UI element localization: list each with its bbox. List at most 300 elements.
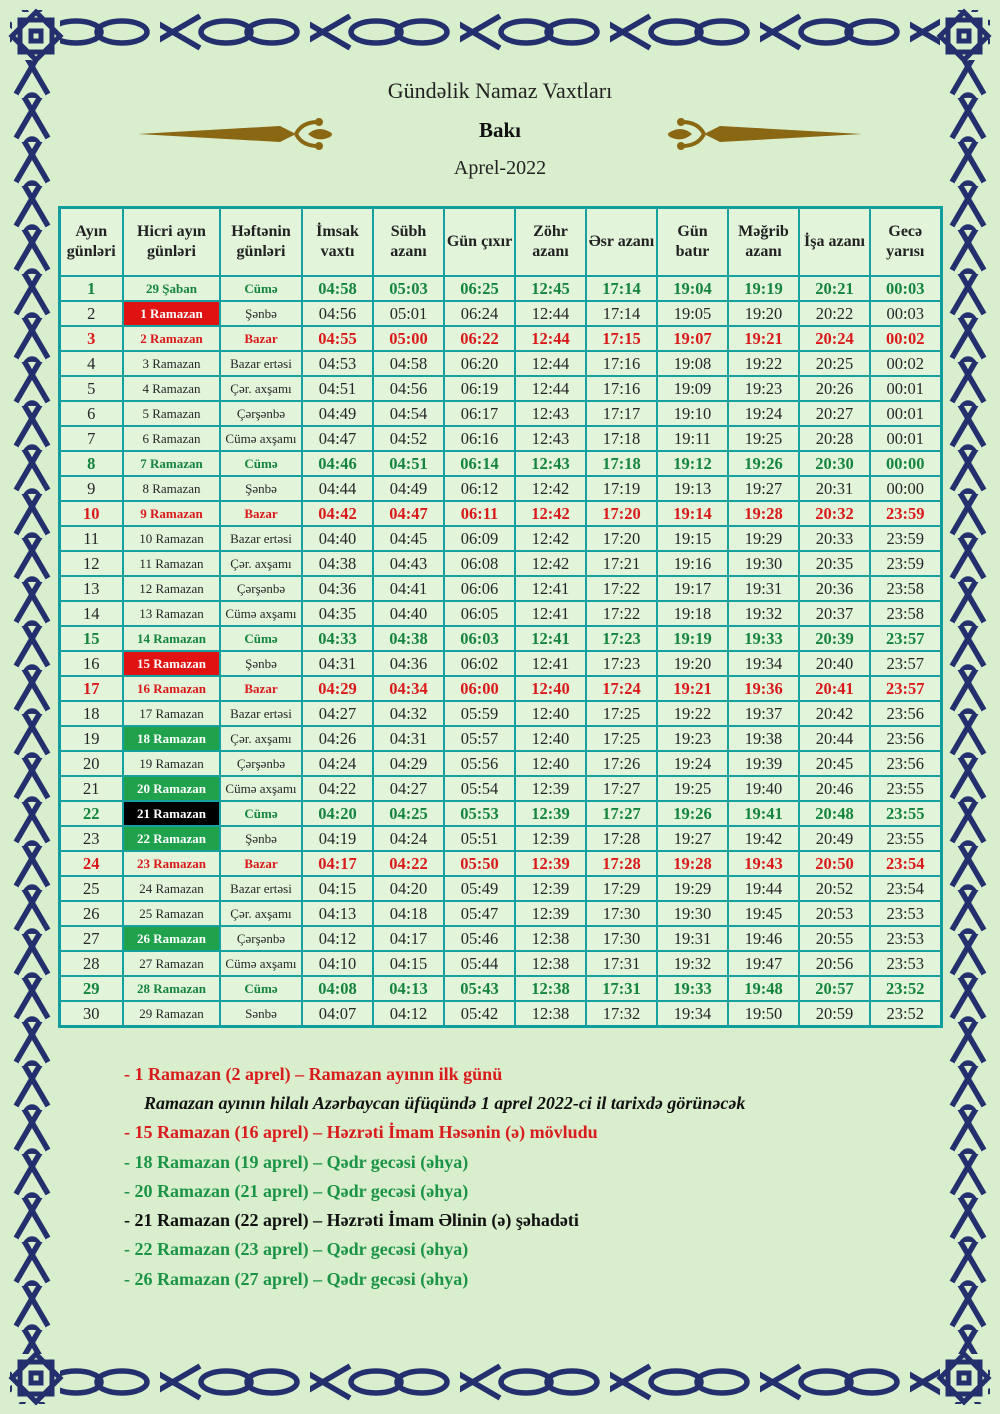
column-header: Gün batır <box>657 208 728 277</box>
time-cell: 17:23 <box>586 651 657 676</box>
time-cell: 12:42 <box>515 526 586 551</box>
note-line: - 21 Ramazan (22 aprel) – Həzrəti İmam Əlinin (ə) şəhadəti <box>124 1210 579 1231</box>
time-cell: 06:16 <box>444 426 515 451</box>
weekday-cell: Şənbə <box>220 476 302 501</box>
table-row <box>59 676 941 701</box>
column-header: Hicri ayın günləri <box>123 208 220 277</box>
time-cell: 19:50 <box>728 1001 799 1027</box>
time-cell: 06:17 <box>444 401 515 426</box>
time-cell: 04:34 <box>373 676 444 701</box>
time-cell: 04:15 <box>373 951 444 976</box>
time-cell: 17:20 <box>586 501 657 526</box>
time-cell: 04:53 <box>302 351 373 376</box>
city-row <box>0 118 1000 143</box>
time-cell: 06:12 <box>444 476 515 501</box>
time-cell: 04:08 <box>302 976 373 1001</box>
time-cell: 20:36 <box>799 576 870 601</box>
note-line: - 15 Ramazan (16 aprel) – Həzrəti İmam Həsənin (ə) mövludu <box>124 1122 598 1143</box>
time-cell: 19:31 <box>657 926 728 951</box>
note-line: - 22 Ramazan (23 aprel) – Qədr gecəsi (əhya) <box>124 1239 469 1260</box>
hijri-cell: 16 Ramazan <box>123 676 220 701</box>
time-cell: 19:22 <box>657 701 728 726</box>
weekday-cell: Şənbə <box>220 651 302 676</box>
day-cell: 4 <box>59 351 123 376</box>
hijri-cell: 22 Ramazan <box>123 826 220 851</box>
weekday-cell: Bazar <box>220 851 302 876</box>
time-cell: 04:49 <box>373 476 444 501</box>
time-cell: 17:24 <box>586 676 657 701</box>
time-cell: 19:26 <box>657 801 728 826</box>
day-cell: 18 <box>59 701 123 726</box>
day-cell: 28 <box>59 951 123 976</box>
time-cell: 04:31 <box>373 726 444 751</box>
day-cell: 10 <box>59 501 123 526</box>
time-cell: 20:37 <box>799 601 870 626</box>
time-cell: 04:17 <box>302 851 373 876</box>
time-cell: 17:18 <box>586 451 657 476</box>
time-cell: 20:45 <box>799 751 870 776</box>
time-cell: 23:55 <box>870 801 941 826</box>
weekday-cell: Cümə <box>220 451 302 476</box>
time-cell: 19:42 <box>728 826 799 851</box>
time-cell: 04:35 <box>302 601 373 626</box>
day-cell: 14 <box>59 601 123 626</box>
time-cell: 17:20 <box>586 526 657 551</box>
column-header: Ayın günləri <box>59 208 123 277</box>
weekday-cell: Çərşənbə <box>220 576 302 601</box>
weekday-cell: Çər. axşamı <box>220 551 302 576</box>
table-row <box>59 301 941 326</box>
time-cell: 17:30 <box>586 926 657 951</box>
weekday-cell: Şənbə <box>220 826 302 851</box>
time-cell: 12:40 <box>515 726 586 751</box>
time-cell: 19:12 <box>657 451 728 476</box>
weekday-cell: Bazar <box>220 501 302 526</box>
table-row <box>59 976 941 1001</box>
weekday-cell: Cümə axşamı <box>220 426 302 451</box>
time-cell: 19:13 <box>657 476 728 501</box>
time-cell: 20:22 <box>799 301 870 326</box>
hijri-cell: 26 Ramazan <box>123 926 220 951</box>
time-cell: 06:11 <box>444 501 515 526</box>
time-cell: 05:00 <box>373 326 444 351</box>
month-title: Aprel-2022 <box>453 157 547 179</box>
time-cell: 04:32 <box>373 701 444 726</box>
time-cell: 20:35 <box>799 551 870 576</box>
time-cell: 05:59 <box>444 701 515 726</box>
time-cell: 23:57 <box>870 676 941 701</box>
time-cell: 04:15 <box>302 876 373 901</box>
hijri-cell: 6 Ramazan <box>123 426 220 451</box>
table-row <box>59 626 941 651</box>
time-cell: 04:20 <box>302 801 373 826</box>
table-row <box>59 326 941 351</box>
table-row <box>59 876 941 901</box>
table-row <box>59 476 941 501</box>
time-cell: 17:21 <box>586 551 657 576</box>
weekday-cell: Çər. axşamı <box>220 726 302 751</box>
time-cell: 20:46 <box>799 776 870 801</box>
time-cell: 12:39 <box>515 801 586 826</box>
arrow-ornament-left-icon <box>138 114 338 154</box>
time-cell: 20:50 <box>799 851 870 876</box>
column-header: Gecə yarısı <box>870 208 941 277</box>
time-cell: 12:41 <box>515 576 586 601</box>
time-cell: 20:26 <box>799 376 870 401</box>
time-cell: 19:26 <box>728 451 799 476</box>
time-cell: 12:41 <box>515 626 586 651</box>
time-cell: 12:38 <box>515 951 586 976</box>
time-cell: 19:31 <box>728 576 799 601</box>
time-cell: 19:11 <box>657 426 728 451</box>
time-cell: 17:18 <box>586 426 657 451</box>
hijri-cell: 11 Ramazan <box>123 551 220 576</box>
weekday-cell: Cümə <box>220 976 302 1001</box>
time-cell: 19:29 <box>728 526 799 551</box>
time-cell: 20:30 <box>799 451 870 476</box>
day-cell: 12 <box>59 551 123 576</box>
table-row <box>59 901 941 926</box>
weekday-cell: Şənbə <box>220 301 302 326</box>
time-cell: 17:17 <box>586 401 657 426</box>
time-cell: 12:39 <box>515 851 586 876</box>
time-cell: 00:02 <box>870 326 941 351</box>
weekday-cell: Bazar ertəsi <box>220 876 302 901</box>
hijri-cell: 9 Ramazan <box>123 501 220 526</box>
hijri-cell: 14 Ramazan <box>123 626 220 651</box>
day-cell: 17 <box>59 676 123 701</box>
time-cell: 05:47 <box>444 901 515 926</box>
weekday-cell: Bazar ertəsi <box>220 701 302 726</box>
table-row <box>59 826 941 851</box>
time-cell: 20:39 <box>799 626 870 651</box>
hijri-cell: 24 Ramazan <box>123 876 220 901</box>
time-cell: 04:18 <box>373 901 444 926</box>
table-row <box>59 851 941 876</box>
time-cell: 20:52 <box>799 876 870 901</box>
time-cell: 12:42 <box>515 551 586 576</box>
city-title: Bakı <box>478 118 522 142</box>
weekday-cell: Cümə <box>220 626 302 651</box>
time-cell: 23:58 <box>870 576 941 601</box>
time-cell: 04:07 <box>302 1001 373 1027</box>
time-cell: 19:28 <box>728 501 799 526</box>
table-row <box>59 376 941 401</box>
table-row <box>59 576 941 601</box>
time-cell: 04:42 <box>302 501 373 526</box>
time-cell: 04:54 <box>373 401 444 426</box>
time-cell: 19:14 <box>657 501 728 526</box>
time-cell: 19:27 <box>657 826 728 851</box>
column-header: İşa azanı <box>799 208 870 277</box>
time-cell: 19:34 <box>728 651 799 676</box>
table-header-row <box>59 208 941 277</box>
time-cell: 04:22 <box>373 851 444 876</box>
weekday-cell: Sənbə <box>220 1001 302 1027</box>
time-cell: 17:27 <box>586 801 657 826</box>
time-cell: 05:42 <box>444 1001 515 1027</box>
time-cell: 19:30 <box>728 551 799 576</box>
time-cell: 04:38 <box>302 551 373 576</box>
day-cell: 27 <box>59 926 123 951</box>
time-cell: 20:28 <box>799 426 870 451</box>
table-row <box>59 801 941 826</box>
hijri-cell: 19 Ramazan <box>123 751 220 776</box>
time-cell: 04:13 <box>302 901 373 926</box>
time-cell: 19:28 <box>657 851 728 876</box>
time-cell: 23:57 <box>870 626 941 651</box>
time-cell: 23:52 <box>870 976 941 1001</box>
hijri-cell: 12 Ramazan <box>123 576 220 601</box>
note-line: Ramazan ayının hilalı Azərbaycan üfüqündə 1 aprel 2022-ci il tarixdə görünəcək <box>144 1093 746 1114</box>
time-cell: 19:18 <box>657 601 728 626</box>
time-cell: 19:07 <box>657 326 728 351</box>
time-cell: 17:19 <box>586 476 657 501</box>
weekday-cell: Bazar ertəsi <box>220 526 302 551</box>
table-body <box>59 276 941 1027</box>
table-row <box>59 651 941 676</box>
time-cell: 23:56 <box>870 701 941 726</box>
time-cell: 04:20 <box>373 876 444 901</box>
time-cell: 19:30 <box>657 901 728 926</box>
time-cell: 20:48 <box>799 801 870 826</box>
time-cell: 20:42 <box>799 701 870 726</box>
weekday-cell: Bazar ertəsi <box>220 351 302 376</box>
column-header: Əsr azanı <box>586 208 657 277</box>
time-cell: 12:40 <box>515 751 586 776</box>
time-cell: 06:09 <box>444 526 515 551</box>
time-cell: 04:49 <box>302 401 373 426</box>
time-cell: 06:20 <box>444 351 515 376</box>
time-cell: 23:56 <box>870 726 941 751</box>
time-cell: 05:43 <box>444 976 515 1001</box>
table-row <box>59 726 941 751</box>
time-cell: 17:28 <box>586 826 657 851</box>
time-cell: 19:27 <box>728 476 799 501</box>
hijri-cell: 2 Ramazan <box>123 326 220 351</box>
day-cell: 23 <box>59 826 123 851</box>
weekday-cell: Bazar <box>220 676 302 701</box>
day-cell: 3 <box>59 326 123 351</box>
time-cell: 04:31 <box>302 651 373 676</box>
time-cell: 19:33 <box>728 626 799 651</box>
time-cell: 17:23 <box>586 626 657 651</box>
time-cell: 19:19 <box>728 276 799 301</box>
day-cell: 30 <box>59 1001 123 1027</box>
time-cell: 20:40 <box>799 651 870 676</box>
table-row <box>59 351 941 376</box>
time-cell: 12:40 <box>515 676 586 701</box>
time-cell: 19:22 <box>728 351 799 376</box>
time-cell: 20:56 <box>799 951 870 976</box>
table-row <box>59 951 941 976</box>
time-cell: 23:55 <box>870 776 941 801</box>
time-cell: 23:59 <box>870 551 941 576</box>
time-cell: 12:44 <box>515 376 586 401</box>
time-cell: 19:34 <box>657 1001 728 1027</box>
day-cell: 1 <box>59 276 123 301</box>
time-cell: 05:51 <box>444 826 515 851</box>
hijri-cell: 18 Ramazan <box>123 726 220 751</box>
time-cell: 19:29 <box>657 876 728 901</box>
time-cell: 12:39 <box>515 901 586 926</box>
time-cell: 23:58 <box>870 601 941 626</box>
time-cell: 19:41 <box>728 801 799 826</box>
time-cell: 19:39 <box>728 751 799 776</box>
time-cell: 17:31 <box>586 951 657 976</box>
time-cell: 23:53 <box>870 951 941 976</box>
time-cell: 04:10 <box>302 951 373 976</box>
column-header: Gün çıxır <box>444 208 515 277</box>
weekday-cell: Cümə <box>220 801 302 826</box>
time-cell: 04:44 <box>302 476 373 501</box>
time-cell: 17:16 <box>586 351 657 376</box>
time-cell: 19:23 <box>728 376 799 401</box>
time-cell: 19:21 <box>657 676 728 701</box>
column-header: Zöhr azanı <box>515 208 586 277</box>
time-cell: 17:15 <box>586 326 657 351</box>
time-cell: 06:08 <box>444 551 515 576</box>
day-cell: 5 <box>59 376 123 401</box>
time-cell: 12:44 <box>515 326 586 351</box>
time-cell: 00:01 <box>870 401 941 426</box>
hijri-cell: 4 Ramazan <box>123 376 220 401</box>
day-cell: 22 <box>59 801 123 826</box>
time-cell: 23:53 <box>870 926 941 951</box>
time-cell: 19:15 <box>657 526 728 551</box>
day-cell: 20 <box>59 751 123 776</box>
table-row <box>59 451 941 476</box>
time-cell: 06:02 <box>444 651 515 676</box>
weekday-cell: Cümə <box>220 276 302 301</box>
time-cell: 05:44 <box>444 951 515 976</box>
time-cell: 12:41 <box>515 651 586 676</box>
time-cell: 12:40 <box>515 701 586 726</box>
time-cell: 19:44 <box>728 876 799 901</box>
table-row <box>59 501 941 526</box>
time-cell: 19:19 <box>657 626 728 651</box>
time-cell: 04:24 <box>373 826 444 851</box>
time-cell: 20:21 <box>799 276 870 301</box>
day-cell: 11 <box>59 526 123 551</box>
hijri-cell: 23 Ramazan <box>123 851 220 876</box>
time-cell: 12:42 <box>515 501 586 526</box>
table-row <box>59 426 941 451</box>
time-cell: 06:25 <box>444 276 515 301</box>
time-cell: 04:55 <box>302 326 373 351</box>
time-cell: 19:45 <box>728 901 799 926</box>
time-cell: 23:52 <box>870 1001 941 1027</box>
time-cell: 05:57 <box>444 726 515 751</box>
weekday-cell: Çər. axşamı <box>220 376 302 401</box>
hijri-cell: 3 Ramazan <box>123 351 220 376</box>
page-title: Gündəlik Namaz Vaxtları <box>387 78 613 103</box>
time-cell: 20:32 <box>799 501 870 526</box>
time-cell: 17:22 <box>586 601 657 626</box>
table-row <box>59 926 941 951</box>
time-cell: 05:54 <box>444 776 515 801</box>
day-cell: 9 <box>59 476 123 501</box>
time-cell: 19:33 <box>657 976 728 1001</box>
time-cell: 04:29 <box>302 676 373 701</box>
time-cell: 04:26 <box>302 726 373 751</box>
weekday-cell: Bazar <box>220 326 302 351</box>
time-cell: 19:25 <box>728 426 799 451</box>
time-cell: 00:03 <box>870 301 941 326</box>
time-cell: 20:33 <box>799 526 870 551</box>
time-cell: 04:33 <box>302 626 373 651</box>
time-cell: 23:59 <box>870 526 941 551</box>
time-cell: 19:20 <box>657 651 728 676</box>
weekday-cell: Çərşənbə <box>220 401 302 426</box>
hijri-cell: 7 Ramazan <box>123 451 220 476</box>
time-cell: 12:38 <box>515 926 586 951</box>
time-cell: 17:16 <box>586 376 657 401</box>
time-cell: 19:25 <box>657 776 728 801</box>
day-cell: 24 <box>59 851 123 876</box>
time-cell: 06:19 <box>444 376 515 401</box>
time-cell: 05:01 <box>373 301 444 326</box>
hijri-cell: 25 Ramazan <box>123 901 220 926</box>
day-cell: 26 <box>59 901 123 926</box>
time-cell: 12:39 <box>515 826 586 851</box>
time-cell: 04:27 <box>302 701 373 726</box>
time-cell: 05:50 <box>444 851 515 876</box>
note-line: - 20 Ramazan (21 aprel) – Qədr gecəsi (əhya) <box>124 1180 469 1201</box>
time-cell: 04:52 <box>373 426 444 451</box>
time-cell: 17:29 <box>586 876 657 901</box>
time-cell: 19:21 <box>728 326 799 351</box>
time-cell: 17:31 <box>586 976 657 1001</box>
time-cell: 19:24 <box>657 751 728 776</box>
time-cell: 19:47 <box>728 951 799 976</box>
note-line: - 26 Ramazan (27 aprel) – Qədr gecəsi (əhya) <box>124 1268 469 1289</box>
time-cell: 19:40 <box>728 776 799 801</box>
hijri-cell: 15 Ramazan <box>123 651 220 676</box>
time-cell: 12:43 <box>515 426 586 451</box>
time-cell: 23:54 <box>870 851 941 876</box>
hijri-cell: 5 Ramazan <box>123 401 220 426</box>
note-line: - 18 Ramazan (19 aprel) – Qədr gecəsi (əhya) <box>124 1151 469 1172</box>
time-cell: 04:58 <box>302 276 373 301</box>
column-header: Həftənin günləri <box>220 208 302 277</box>
weekday-cell: Cümə axşamı <box>220 601 302 626</box>
hijri-cell: 29 Şaban <box>123 276 220 301</box>
table-row <box>59 401 941 426</box>
time-cell: 19:38 <box>728 726 799 751</box>
time-cell: 04:45 <box>373 526 444 551</box>
time-cell: 12:43 <box>515 401 586 426</box>
day-cell: 6 <box>59 401 123 426</box>
time-cell: 19:43 <box>728 851 799 876</box>
day-cell: 8 <box>59 451 123 476</box>
time-cell: 04:51 <box>373 451 444 476</box>
weekday-cell: Çərşənbə <box>220 926 302 951</box>
time-cell: 00:00 <box>870 476 941 501</box>
time-cell: 12:43 <box>515 451 586 476</box>
table-row <box>59 776 941 801</box>
time-cell: 19:20 <box>728 301 799 326</box>
table-row <box>59 276 941 301</box>
time-cell: 19:16 <box>657 551 728 576</box>
time-cell: 17:25 <box>586 726 657 751</box>
time-cell: 06:03 <box>444 626 515 651</box>
time-cell: 20:25 <box>799 351 870 376</box>
time-cell: 19:17 <box>657 576 728 601</box>
hijri-cell: 13 Ramazan <box>123 601 220 626</box>
time-cell: 20:55 <box>799 926 870 951</box>
time-cell: 19:04 <box>657 276 728 301</box>
